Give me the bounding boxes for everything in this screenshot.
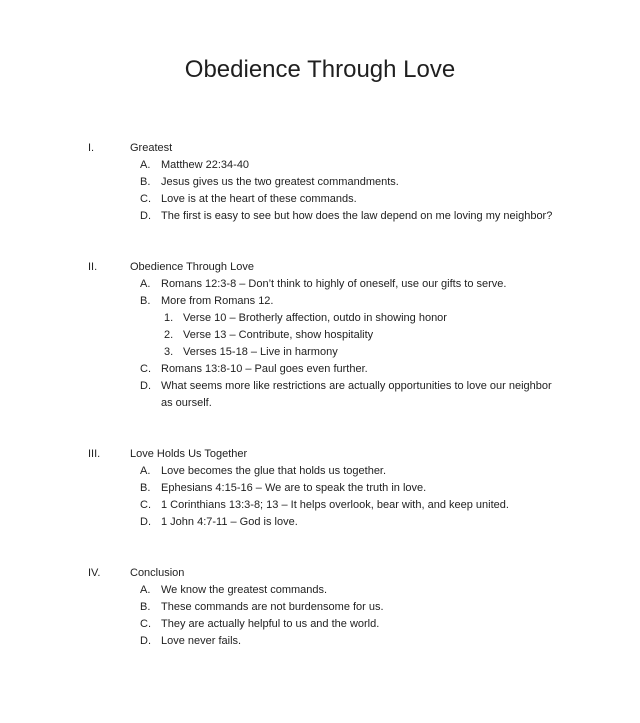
outline-item <box>0 208 640 225</box>
outline-item <box>0 276 640 293</box>
subitem-text: Verse 10 – Brotherly affection, outdo in showing honor <box>183 312 447 324</box>
section-heading: Conclusion <box>130 567 185 579</box>
item-label: D. <box>140 380 151 392</box>
item-label: A. <box>140 278 151 290</box>
item-text: Ephesians 4:15-16 – We are to speak the truth in love. <box>161 482 427 494</box>
outline-item <box>0 497 640 514</box>
section-heading-row <box>0 446 640 463</box>
item-text: The first is easy to see but how does the law depend on me loving my neighbor? <box>161 210 553 222</box>
item-text: We know the greatest commands. <box>161 584 328 596</box>
item-text: 1 Corinthians 13:3-8; 13 – It helps overlook, bear with, and keep united. <box>161 499 509 511</box>
document-title: Obedience Through Love <box>184 56 456 83</box>
outline-item <box>0 463 640 480</box>
item-text: These commands are not burdensome for us. <box>161 601 384 613</box>
item-text: Romans 12:3-8 – Don’t think to highly of oneself, use our gifts to serve. <box>161 278 507 290</box>
item-label: B. <box>140 601 151 613</box>
item-label: D. <box>140 635 151 647</box>
section-heading: Obedience Through Love <box>130 261 254 273</box>
subitem-text: Verses 15-18 – Live in harmony <box>183 346 338 358</box>
section-obedience-through-love <box>0 259 640 412</box>
item-label: C. <box>140 499 151 511</box>
item-text: What seems more like restrictions are actually opportunities to love our neighbor as ourself. <box>161 380 552 409</box>
outline-item <box>0 480 640 497</box>
roman-numeral: I. <box>88 142 95 154</box>
item-label: A. <box>140 159 151 171</box>
roman-numeral: II. <box>88 261 98 273</box>
section-heading: Greatest <box>130 142 173 154</box>
outline-item <box>0 293 640 310</box>
outline-item <box>0 157 640 174</box>
outline-subitem <box>0 327 640 344</box>
outline-item <box>0 378 640 412</box>
section-love-holds-us-together <box>0 446 640 531</box>
item-label: B. <box>140 176 151 188</box>
subitem-label: 2. <box>164 329 174 341</box>
item-label: D. <box>140 516 151 528</box>
item-text: Romans 13:8-10 – Paul goes even further. <box>161 363 368 375</box>
item-text: Jesus gives us the two greatest commandments. <box>161 176 399 188</box>
item-label: D. <box>140 210 151 222</box>
item-label: C. <box>140 363 151 375</box>
outline-subitem <box>0 310 640 327</box>
subitem-label: 3. <box>164 346 174 358</box>
section-heading-row <box>0 140 640 157</box>
outline-item <box>0 191 640 208</box>
item-label: A. <box>140 465 151 477</box>
item-label: C. <box>140 193 151 205</box>
item-text: They are actually helpful to us and the world. <box>161 618 380 630</box>
item-text: 1 John 4:7-11 – God is love. <box>161 516 298 528</box>
roman-numeral: III. <box>88 448 101 460</box>
outline-item <box>0 633 640 650</box>
section-heading: Love Holds Us Together <box>130 448 248 460</box>
item-text: More from Romans 12. <box>161 295 274 307</box>
outline-item <box>0 582 640 599</box>
item-text: Love is at the heart of these commands. <box>161 193 357 205</box>
outline-subitem <box>0 344 640 361</box>
section-greatest <box>0 140 640 225</box>
item-text: Love never fails. <box>161 635 242 647</box>
section-heading-row <box>0 565 640 582</box>
outline-item <box>0 599 640 616</box>
outline-item <box>0 174 640 191</box>
outline-item <box>0 616 640 633</box>
item-text: Matthew 22:34-40 <box>161 159 250 171</box>
subitem-text: Verse 13 – Contribute, show hospitality <box>183 329 374 341</box>
outline-item <box>0 361 640 378</box>
item-label: C. <box>140 618 151 630</box>
item-text: Love becomes the glue that holds us together. <box>161 465 387 477</box>
roman-numeral: IV. <box>88 567 101 579</box>
outline-item <box>0 514 640 531</box>
section-heading-row <box>0 259 640 276</box>
item-label: B. <box>140 482 151 494</box>
section-conclusion <box>0 565 640 650</box>
item-label: A. <box>140 584 151 596</box>
outline <box>0 140 640 650</box>
item-label: B. <box>140 295 151 307</box>
subitem-label: 1. <box>164 312 174 324</box>
